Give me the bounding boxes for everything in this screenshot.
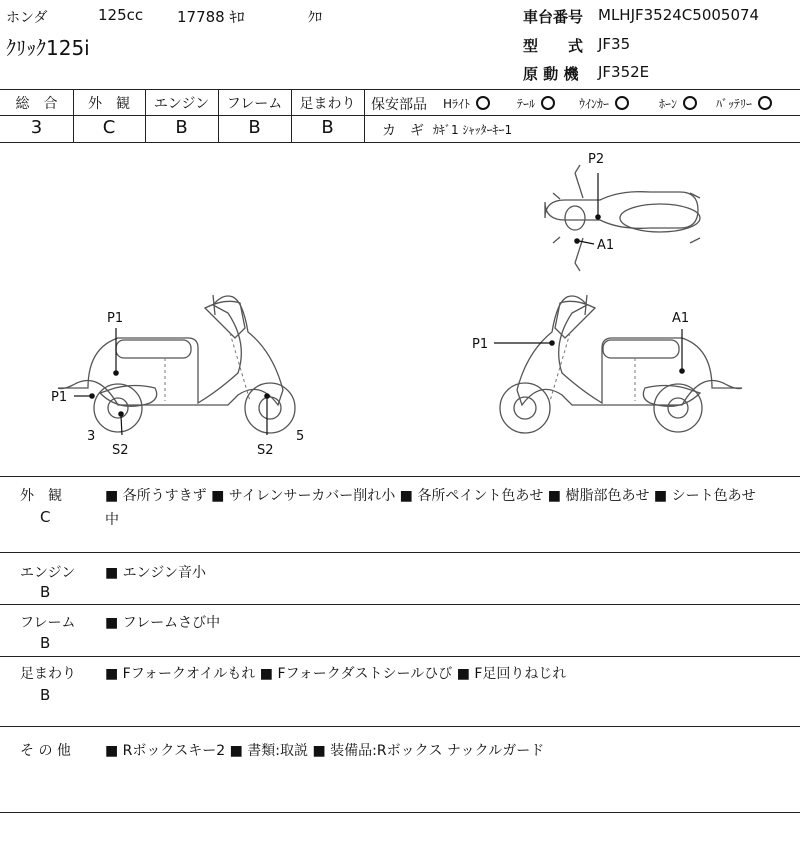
grade-value-frame: B [248, 117, 261, 138]
scooter-top-view [545, 165, 700, 271]
note-text-frame: ■ フレームさび中 [105, 615, 221, 631]
scooter-right-view [500, 295, 742, 433]
note-category-suspension: 足まわり [20, 666, 76, 682]
label-a1-right: A1 [672, 311, 690, 326]
type-value: JF35 [598, 35, 631, 53]
divider [364, 89, 365, 142]
scooter-left-view [58, 295, 295, 433]
safety-item-tail: ﾃｰﾙ [517, 95, 555, 112]
divider [0, 552, 800, 553]
ok-circle-icon [758, 96, 772, 110]
divider [0, 726, 800, 727]
engine-label: 原 動 機 [523, 65, 579, 83]
key-value: ｶｷﾞ1 ｼｬｯﾀｰｷｰ1 [433, 123, 513, 137]
safety-item-battery: ﾊﾞｯﾃﾘｰ [716, 95, 772, 112]
grade-value-engine: B [175, 117, 188, 138]
grade-value-suspension: B [321, 117, 334, 138]
key-label: カ ギ [382, 123, 424, 139]
label-s2-left: S2 [112, 443, 129, 458]
ok-circle-icon [476, 96, 490, 110]
scooter-diagram [0, 143, 800, 476]
color: ｸﾛ [308, 10, 322, 26]
label-s2-right: S2 [257, 443, 274, 458]
note-grade-exterior: C [40, 508, 51, 526]
maker: ホンダ [6, 10, 48, 26]
frame-label: 車台番号 [523, 8, 584, 26]
note-grade-engine: B [40, 583, 51, 601]
mileage: 17788 ｷﾛ [177, 8, 245, 26]
displacement: 125cc [98, 6, 144, 24]
safety-item-horn: ﾎｰﾝ [659, 95, 697, 112]
grade-label-frame: フレーム [226, 96, 283, 112]
note-text-suspension: ■ Fフォークオイルもれ ■ Fフォークダストシールひび ■ F足回りねじれ [105, 666, 567, 682]
engine-value: JF352E [598, 63, 650, 81]
ok-circle-icon [683, 96, 697, 110]
type-label: 型 式 [523, 37, 584, 55]
safety-item-headlight: Hﾗｲﾄ [443, 95, 490, 112]
safety-label: 保安部品 [371, 97, 427, 113]
note-category-frame: フレーム [20, 615, 76, 631]
divider [365, 115, 800, 116]
grade-label-exterior: 外 観 [88, 96, 130, 112]
grade-value-exterior: C [102, 117, 116, 138]
safety-item-winker: ｳｲﾝｶｰ [579, 95, 629, 112]
divider [0, 656, 800, 657]
model-name: ｸﾘｯｸ125i [6, 36, 90, 60]
note-grade-frame: B [40, 634, 51, 652]
label-num-5: 5 [296, 429, 305, 444]
grade-label-total: 総 合 [15, 96, 58, 112]
grade-label-engine: エンジン [153, 96, 210, 112]
label-p1-right: P1 [472, 337, 489, 352]
note-text-exterior-1: ■ 各所うすきず ■ サイレンサーカバー削れ小 ■ 各所ペイント色あせ ■ 樹脂部色あせ ■ シート色あせ [105, 488, 756, 504]
grade-label-suspension: 足まわり [299, 96, 356, 112]
ok-circle-icon [615, 96, 629, 110]
note-text-engine: ■ エンジン音小 [105, 565, 206, 581]
grade-value-total: 3 [30, 117, 43, 138]
label-p1-left-rear: P1 [51, 390, 68, 405]
divider [0, 604, 800, 605]
note-text-exterior-2: 中 [105, 512, 119, 528]
note-text-other: ■ Rボックスキー2 ■ 書類:取説 ■ 装備品:Rボックス ナックルガード [105, 743, 545, 759]
divider [0, 115, 365, 116]
note-category-exterior: 外 観 [20, 488, 62, 504]
divider [0, 812, 800, 813]
divider [0, 476, 800, 477]
label-p1-left-top: P1 [107, 311, 124, 326]
note-category-engine: エンジン [20, 565, 76, 581]
divider [0, 89, 800, 90]
note-grade-suspension: B [40, 686, 51, 704]
note-category-other: そ の 他 [20, 743, 71, 759]
frame-value: MLHJF3524C5005074 [598, 6, 760, 24]
ok-circle-icon [541, 96, 555, 110]
label-a1-top: A1 [597, 238, 615, 253]
label-num-3: 3 [87, 429, 96, 444]
label-p2-top: P2 [588, 152, 605, 167]
